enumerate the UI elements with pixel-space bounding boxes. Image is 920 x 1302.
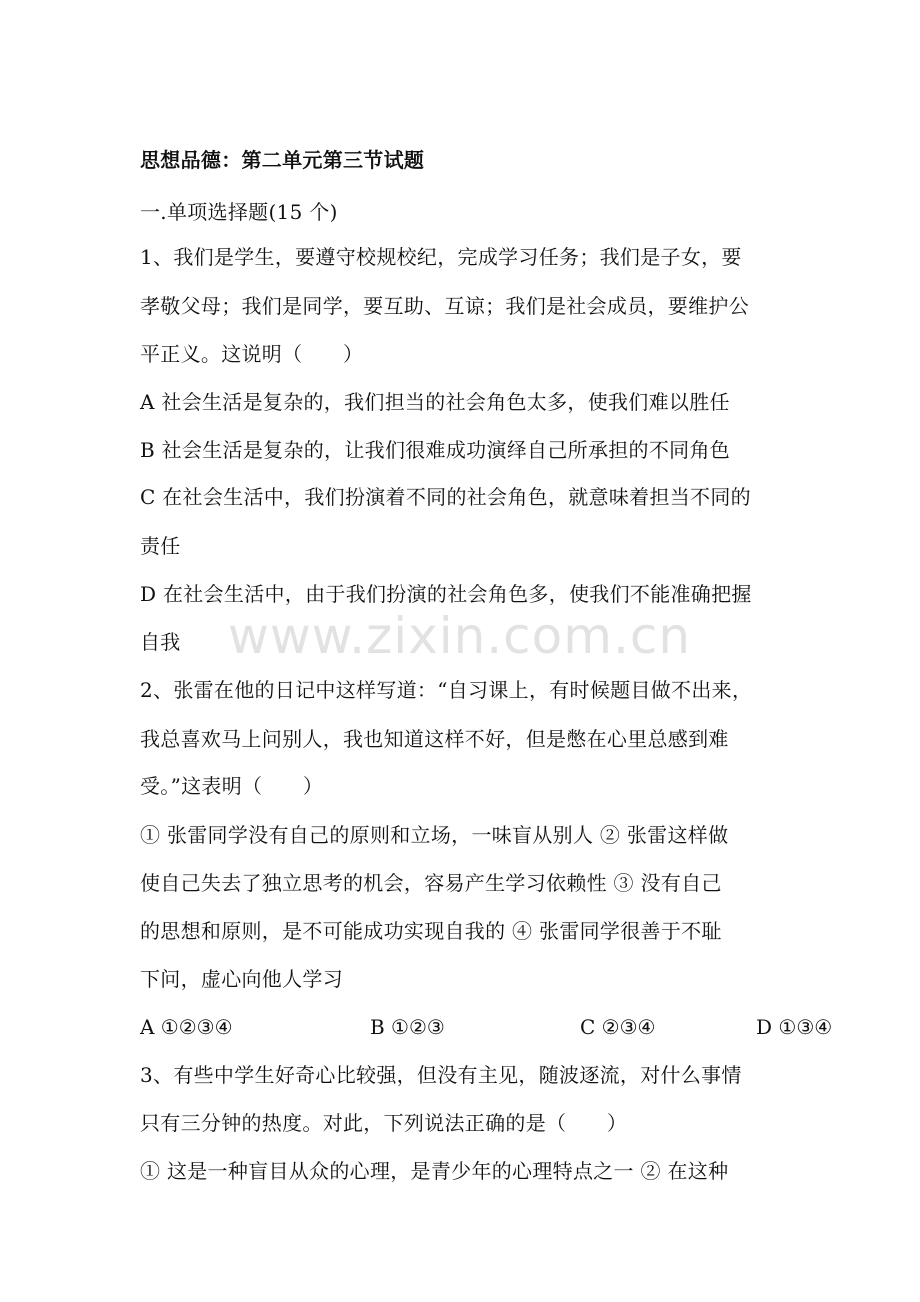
q2-line-4: ① 张雷同学没有自己的原则和立场，一味盲从别人 ② 张雷这样做 [140, 823, 729, 847]
q1-option-d-cont: 自我 [140, 630, 181, 654]
q1-option-b: B 社会生活是复杂的，让我们很难成功演绎自己所承担的不同角色 [140, 438, 731, 462]
q1-line-3: 平正义。这说明（ ） [140, 342, 364, 366]
q2-option-a: A ①②③④ [140, 1015, 233, 1039]
q1-option-d: D 在社会生活中，由于我们扮演的社会角色多，使我们不能准确把握 [140, 582, 752, 606]
q3-line-2: 只有三分钟的热度。对此，下列说法正确的是（ ） [140, 1111, 628, 1135]
q2-line-2: 我总喜欢马上问别人，我也知道这样不好，但是憋在心里总感到难 [140, 727, 729, 751]
q1-option-c-cont: 责任 [140, 534, 181, 558]
q2-option-c: C ②③④ [580, 1015, 656, 1039]
q1-option-c: C 在社会生活中，我们扮演着不同的社会角色，就意味着担当不同的 [140, 485, 751, 509]
page-title: 思想品德：第二单元第三节试题 [140, 148, 425, 172]
q2-line-1: 2、张雷在他的日记中这样写道：“自习课上，有时候题目做不出来， [140, 678, 753, 702]
q3-line-3: ① 这是一种盲目从众的心理，是青少年的心理特点之一 ② 在这种 [140, 1159, 729, 1183]
q2-line-3: 受。”这表明（ ） [140, 774, 324, 798]
q2-option-d: D ①③④ [756, 1015, 833, 1039]
q3-line-1: 3、有些中学生好奇心比较强，但没有主见，随波逐流，对什么事情 [140, 1063, 742, 1087]
q2-line-5: 使自己失去了独立思考的机会，容易产生学习依赖性 ③ 没有自己 [140, 871, 722, 895]
q2-line-6: 的思想和原则，是不可能成功实现自我的 ④ 张雷同学很善于不耻 [140, 919, 722, 943]
q1-line-1: 1、我们是学生，要遵守校规校纪，完成学习任务；我们是子女，要 [140, 245, 742, 269]
q1-option-a: A 社会生活是复杂的，我们担当的社会角色太多，使我们难以胜任 [140, 390, 730, 414]
watermark: www.zixin.com.cn [228, 607, 692, 665]
section-heading: 一.单项选择题(15 个) [140, 200, 338, 224]
q1-line-2: 孝敬父母；我们是同学，要互助、互谅；我们是社会成员，要维护公 [140, 294, 749, 318]
q2-line-7: 下问，虚心向他人学习 [140, 967, 343, 991]
q2-option-b: B ①②③ [370, 1015, 445, 1039]
